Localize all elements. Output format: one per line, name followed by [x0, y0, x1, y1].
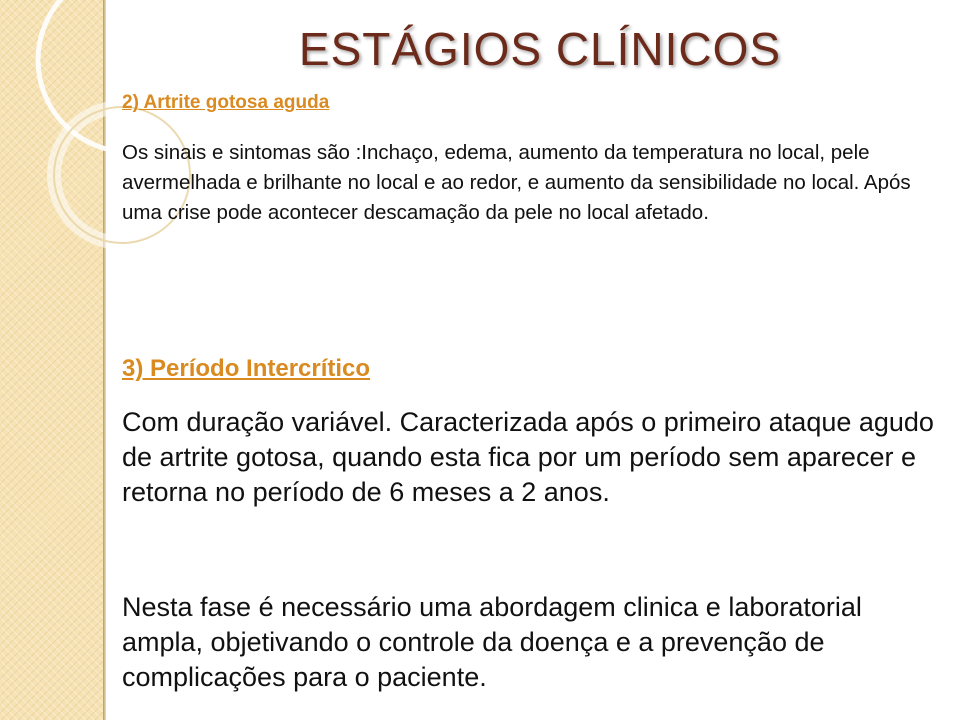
section-3-body-paragraph-1: Com duração variável. Caracterizada após o primeiro ataque agudo de artrite gotosa, quando esta fica por um período sem aparecer e retorna no período de 6 meses a 2 anos.: [122, 407, 934, 507]
section-3-body-paragraph-2: Nesta fase é necessário uma abordagem clinica e laboratorial ampla, objetivando o controle da doença e a prevenção de complicações para o paciente.: [122, 592, 862, 692]
section-3-heading: 3) Período Intercrítico: [122, 355, 371, 382]
slide-title: ESTÁGIOS CLÍNICOS: [298, 23, 782, 75]
section-2-body: Os sinais e sintomas são :Inchaço, edema, aumento da temperatura no local, pele avermelhada e brilhante no local e ao redor, e aumento da sensibilidade no local. Após uma crise pode acontecer descamação da pele no local afetado.: [122, 141, 911, 224]
section-2-heading: 2) Artrite gotosa aguda: [122, 92, 330, 113]
